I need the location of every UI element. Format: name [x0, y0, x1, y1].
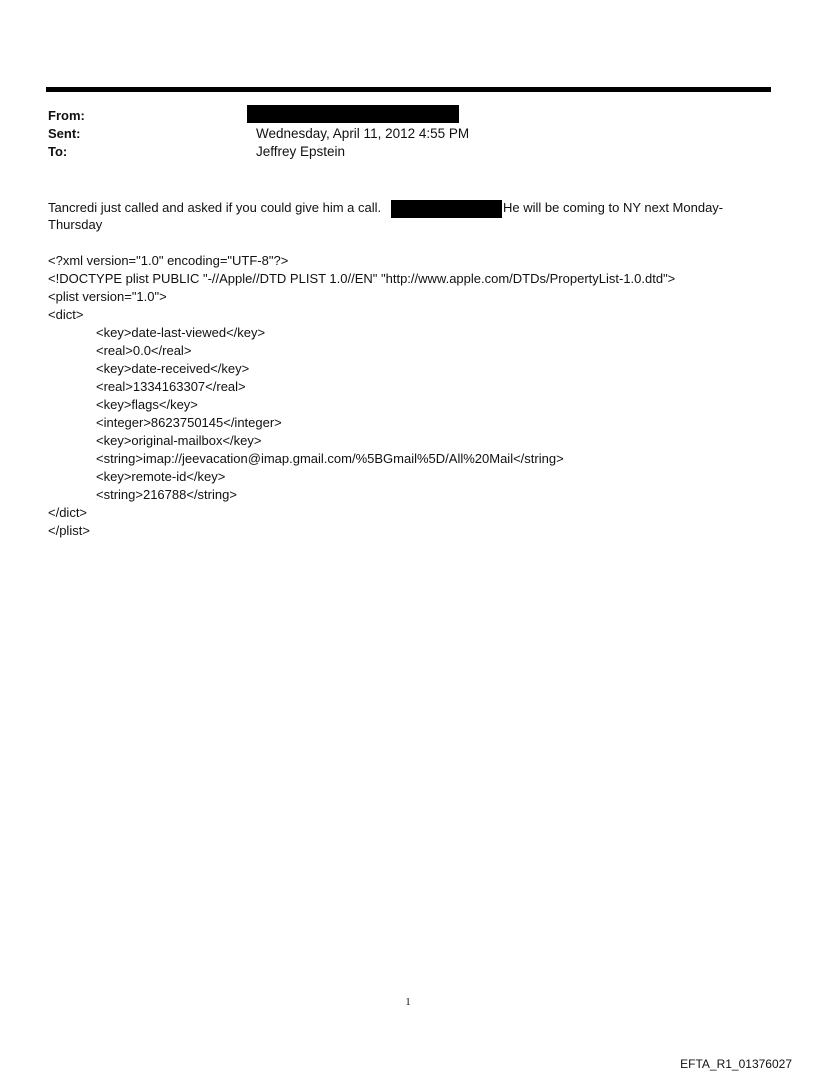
message-redaction [391, 200, 502, 218]
sent-value: Wednesday, April 11, 2012 4:55 PM [256, 126, 470, 141]
sent-label: Sent: [48, 126, 81, 141]
xml-line: </plist> [48, 523, 90, 538]
message-line-1-start: Tancredi just called and asked if you could give him a call. [48, 200, 382, 215]
xml-line: <key>date-last-viewed</key> [96, 325, 266, 340]
xml-line: <real>0.0</real> [96, 343, 192, 358]
message-line-2: Thursday [48, 217, 103, 232]
xml-line: <key>remote-id</key> [96, 469, 226, 484]
xml-line: <real>1334163307</real> [96, 379, 246, 394]
xml-line: <!DOCTYPE plist PUBLIC "-//Apple//DTD PLIST 1.0//EN" "http://www.apple.com/DTDs/PropertyList-1.0.dtd"> [48, 271, 676, 286]
from-redaction [247, 105, 459, 123]
to-value: Jeffrey Epstein [256, 144, 346, 159]
message-line-1-end: He will be coming to NY next Monday- [503, 200, 724, 215]
xml-line: <integer>8623750145</integer> [96, 415, 282, 430]
xml-line: <string>216788</string> [96, 487, 237, 502]
page-number: 1 [405, 996, 411, 1008]
xml-line: <?xml version="1.0" encoding="UTF-8"?> [48, 253, 289, 268]
to-label: To: [48, 144, 68, 159]
bates-number: EFTA_R1_01376027 [680, 1057, 792, 1071]
xml-line: <string>imap://jeevacation@imap.gmail.com/%5BGmail%5D/All%20Mail</string> [96, 451, 564, 466]
header-rule [46, 87, 771, 92]
xml-line: <key>flags</key> [96, 397, 198, 412]
xml-line: <plist version="1.0"> [48, 289, 167, 304]
from-label: From: [48, 108, 85, 123]
xml-line: <key>original-mailbox</key> [96, 433, 262, 448]
xml-line: <dict> [48, 307, 84, 322]
xml-line: <key>date-received</key> [96, 361, 250, 376]
xml-line: </dict> [48, 505, 88, 520]
